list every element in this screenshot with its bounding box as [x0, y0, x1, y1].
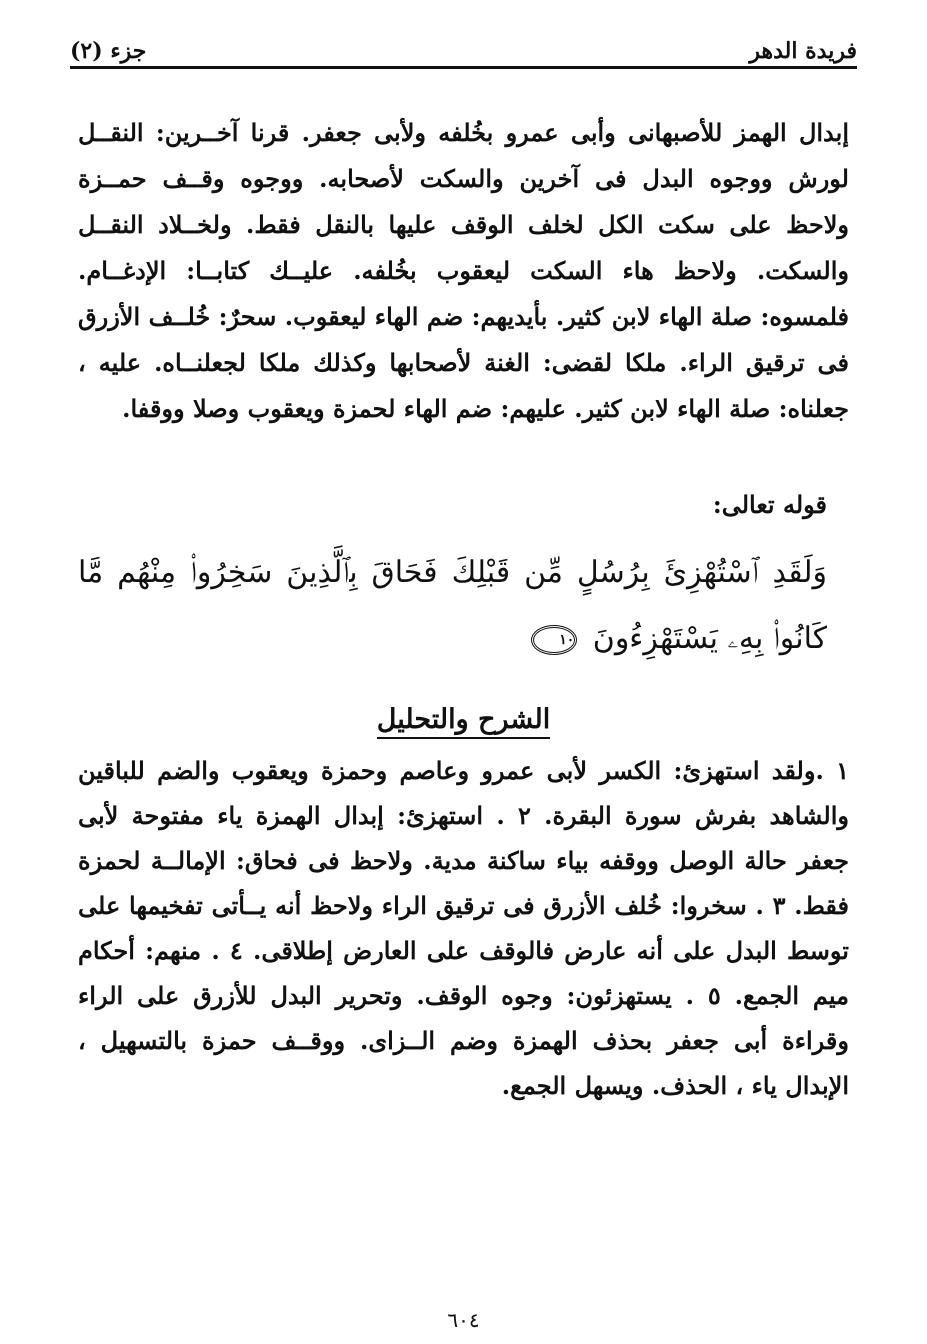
verse-intro: قوله تعالى:	[712, 490, 827, 519]
analysis-text: ١ .ولقد استهزئ: الكسر لأبى عمرو وعاصم وحمزة ويعقوب والضم للباقين والشاهد بفرش سورة البقرة. ٢ . استهزئ: إبدال الهمزة ياء مفتوحة لأبى جعفر حالة الوصل ووقفه بياء ساكنة مدية. ولاحظ فى فحاق: الإمالــة لحمزة فقط. ٣ . سخروا: خُلف الأزرق فى ترقيق الراء ولاحظ أنه يــأتى تفخيمها على توسط البدل على أنه عارض فالوقف على العارض إطلاقى. ٤ . منهم: أحكام ميم الجمع. ٥ . يستهزئون: وجوه الوقف. وتحرير البدل للأزرق على الراء وقراءة أبى جعفر بحذف الهمزة وضم الــزاى. ووقــف حمزة بالتسهيل ، الإبدال ياء ، الحذف. ويسهل الجمع.	[78, 756, 850, 1100]
part-label: جزء (٢)	[70, 38, 147, 64]
section-heading	[0, 704, 927, 735]
section-heading-text: الشرح والتحليل	[377, 704, 550, 739]
page-number: ٦٠٤	[447, 1308, 480, 1332]
quran-verse	[78, 540, 827, 672]
analysis-paragraph	[78, 748, 849, 1108]
verse-text: وَلَقَدِ ٱسْتُهْزِئَ بِرُسُلٍ مِّن قَبْلِكَ فَحَاقَ بِٱلَّذِينَ سَخِرُوا۟ مِنْهُم مَّا كَانُوا۟ بِهِۦ يَسْتَهْزِءُونَ	[78, 555, 827, 656]
ayah-number-marker: ١٠	[531, 625, 577, 655]
readings-paragraph	[78, 110, 849, 432]
page-header	[70, 32, 857, 69]
readings-text: إبدال الهمز للأصبهانى وأبى عمرو بخُلفه ولأبى جعفر. قرنا آخــرين: النقــل لورش ووجوه البدل فى آخرين والسكت لأصحابه. ووجوه وقــف حمــزة ولاحظ على سكت الكل لخلف الوقف عليها بالنقل فقط. ولخــلاد النقــل والسكت. ولاحظ هاء السكت ليعقوب بخُلفه. عليــك كتابــا: الإدغــام. فلمسوه: صلة الهاء لابن كثير. بأيديهم: ضم الهاء ليعقوب. سحرٌ: خُلــف الأزرق فى ترقيق الراء. ملكا لقضى: الغنة لأصحابها وكذلك ملكا لجعلنــاه. عليه ، جعلناه: صلة الهاء لابن كثير. عليهم: ضم الهاء لحمزة ويعقوب وصلا ووقفا.	[78, 118, 849, 423]
book-title: فريدة الدهر	[749, 38, 857, 64]
